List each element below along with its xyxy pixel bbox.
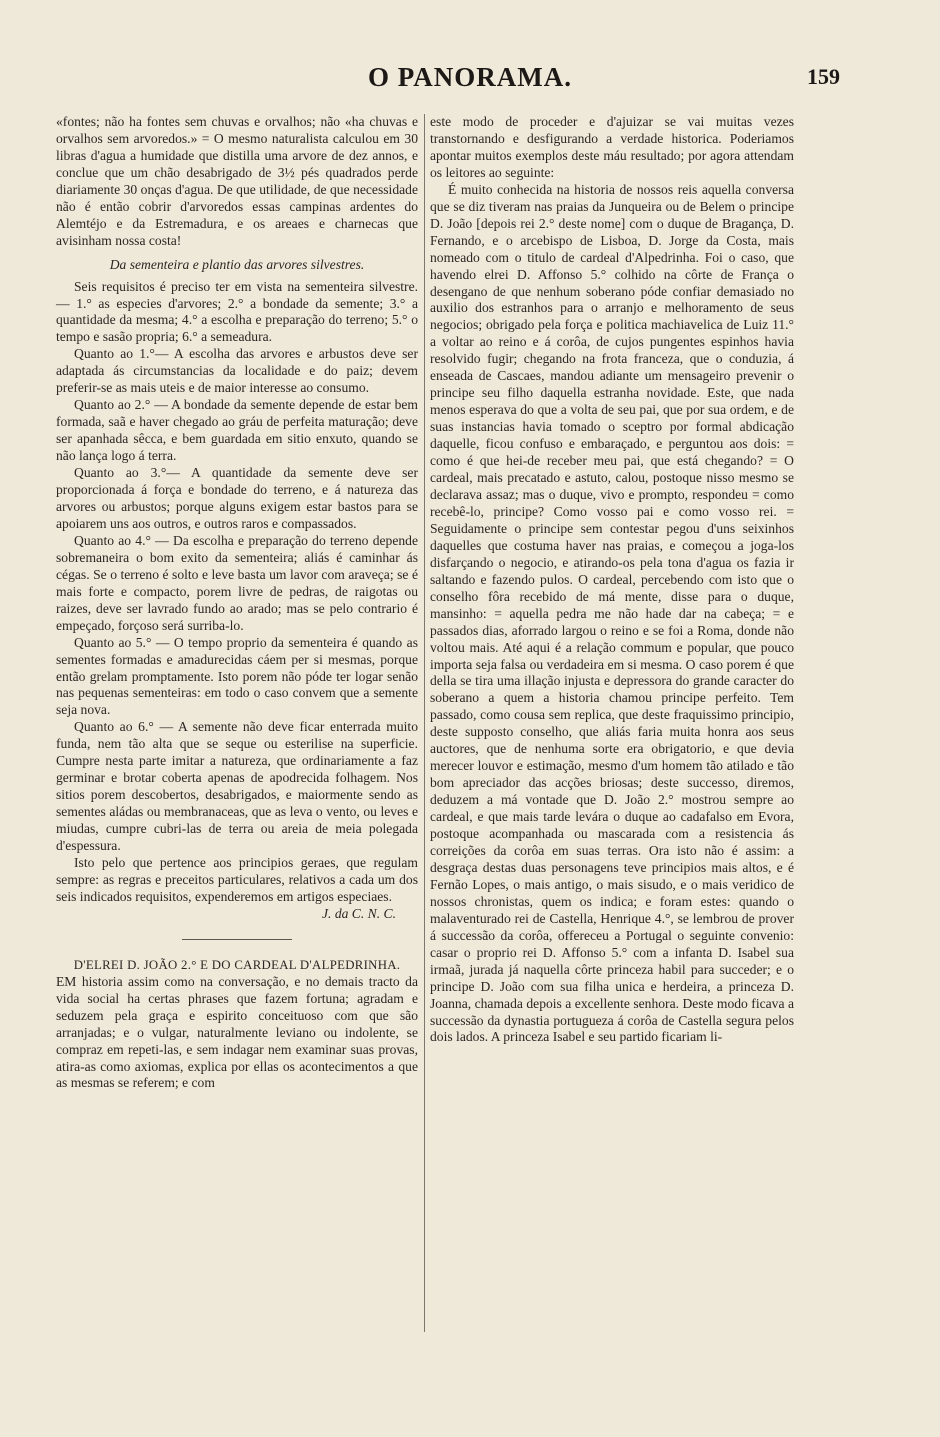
column-divider (424, 114, 425, 1332)
right-column (430, 114, 794, 1046)
paragraph: Seis requisitos é preciso ter em vista na sementeira silvestre. — 1.° as especies d'arvores; 2.° a bondade da semente; 3.° a quantidade da mesma; 4.° a escolha e preparação do terreno; 5.° o tempo e sasão propria; 6.° a semeadura. (56, 278, 418, 345)
paragraph: Quanto ao 1.°— A escolha das arvores e arbustos deve ser adaptada ás circumstancias da localidade e do paiz; devem preferir-se as mais uteis e de maior interesse ao consumo. (56, 346, 418, 396)
section-divider (182, 939, 292, 940)
paragraph: Quanto ao 2.° — A bondade da semente depende de estar bem formada, saã e haver chegado ao gráu de perfeita maturação; deve ser apanhada sêcca, e bem guardada em sitio enxuto, quando se não lança logo á terra. (56, 397, 418, 464)
left-column (56, 114, 418, 1092)
paragraph: este modo de proceder e d'ajuizar se vai muitas vezes transtornando e desfigurando a verdade historica. Poderiamos apontar muitos exemplos deste máu resultado; por agora attendam os leitores ao seguinte: (430, 114, 794, 180)
article-title: D'ELREI D. JOÃO 2.° E DO CARDEAL D'ALPEDRINHA. (73, 957, 401, 972)
paragraph: Quanto ao 6.° — A semente não deve ficar enterrada muito funda, nem tão alta que se seque ou esterilise na superficie. Cumpre nesta parte imitar a natureza, que ordinariamente a faz germinar e brotar coberta apenas de apodrecida folhagem. Nos sitios porem descobertos, desabrigados, e maiormente sendo as sementes aládas ou membranaceas, que as leva o vento, ou leves e miudas, cumpre cubri-las de terra ou areia de meia polegada d'espessura. (56, 719, 418, 854)
section-subheading: Da sementeira e plantio das arvores silvestres. (109, 256, 365, 272)
paragraph: Quanto ao 3.°— A quantidade da semente deve ser proporcionada á força e bondade do terreno, e á natureza das arvores ou arbustos; porque alguns exigem estar bastos para se apoiarem uns aos outros, e outros raros e compassados. (56, 465, 418, 531)
author-signature: J. da C. N. C. (321, 905, 396, 921)
paragraph: É muito conhecida na historia de nossos reis aquella conversa que se diz tiveram nas praias da Junqueira ou de Belem o principe D. João [depois rei 2.° deste nome] com o duque de Bragança, D. Fernando, e o arcebispo de Lisboa, D. Jorge da Costa, mais nomeado com o titulo de cardeal d'Alpedrinha. Foi o caso, que havendo elrei D. Affonso 5.° colhido na côrte de França o desengano de que nenhum soberano póde confiar demasiado no auxilio dos estranhos para o arranjo e melhoramento de seus negocios; obrigado pela força e politica machiavelica de Luiz 11.° a voltar ao reino e á corôa, de cujos pungentes espinhos havia resolvido fugir; chegando na frota franceza, que o conduzia, á enseada de Cascaes, mandou adiante um mensageiro prevenir o principe seu filho daquella estranha novidade. Este, que nada menos esperava do que a volta de seu pai, que por sua ordem, e de suas instancias havia tomado o sceptro por formal abdicação daquelle, ficou confuso e embaraçado, e perguntou aos dois: = como é que hei-de receber meu pai, que está chegando? = O cardeal, mais precatado e astuto, calou, postoque nisso mesmo se declarava assaz; mas o duque, vivo e prompto, respondeu = como recebê-lo, principe? Como vosso pai e como vosso rei. = Seguidamente o principe sem contestar pegou d'uns seixinhos daquelles que costuma haver nas praias, e começou a joga-los disfarçando o negocio, e atirando-os pela tona d'agua os fazia ir saltando e fazendo pulos. O cardeal, percebendo com isto que o conselho fôra recebido de má mente, disse para o duque, mansinho: = aquella pedra me não hade dar na cabeça; = e passados dias, aforrado largou o reino e se foi a Roma, donde não voltou mais. Até aqui é a relação commum e popular, que pouco importa seja falsa ou verdadeira em si mesma. O caso porem é que della se tira uma illação injusta e depressora do grande caracter do soberano a quem a historia chamou principe perfeito. Tem passado, como cousa sem replica, que deste fraquissimo principio, deste supposto conselho, que aliás faria muita honra aos seus auctores, que de nenhuma sorte era obrigatorio, e que devia merecer louvor e estimação, mesmo d'um homem tão atilado e tão bom apreciador das acções briosas; deste successo, diremos, deduzem a má vontade que D. João 2.° mostrou sempre ao cardeal, e que mais tarde levára o duque ao cadafalso em Evora, postoque acompanhada ou mascarada com a resistencia ás correições da corôa em suas terras. Ora isto não é assim: a desgraça destas duas personagens teve principios mais altos, e é Fernão Lopes, o mais antigo, o mais sisudo, e o mais veridico de nossos chronistas, quem os indica; e foram estes: quando o malaventurado rei de Castella, Henrique 4.°, se lembrou de prover á successão da corôa, offereceu a Portugal o seguinte convenio: casar o proprio rei D. Affonso 5.° com a infanta D. Isabel sua irmaã, jurada já naquella côrte princeza habil para succeder; e o principe D. João com sua filha unica e herdeira, a princeza D. Joanna, chamada depois a excellente senhora. Deste modo ficava a successão da dynastia portugueza á corôa de Castella segura pelos dois lados. A princeza Isabel e seu partido ficariam li- (430, 181, 794, 1045)
masthead (0, 58, 940, 102)
paragraph: Quanto ao 4.° — Da escolha e preparação do terreno depende sobremaneira o bom exito da sementeira; aliás é caminhar ás cégas. Se o terreno é solto e leve basta um lavor com araveça; se é mais forte e compacto, porem livre de pedras, de raigotas ou raizes, deve ser lavrado fundo ao arado; mas se pelo contrario é empeçado, forçoso será surriba-lo. (56, 532, 418, 633)
page-number: 159 (807, 64, 840, 89)
page-title: O PANORAMA. (368, 62, 572, 92)
paragraph: Quanto ao 5.° — O tempo proprio da sementeira é quando as sementes formadas e amadurecidas cáem per si mesmas, porque então grelam promptamente. Isto porem não póde ter logar senão nas pequenas sementeiras: em todo o caso convem que a semente seja nova. (56, 634, 418, 718)
paragraph: «fontes; não ha fontes sem chuvas e orvalhos; não «ha chuvas e orvalhos sem arvoredos.» = O mesmo naturalista calculou em 30 libras d'agua a humidade que distilla uma arvore de dez annos, e conclue que um chão desabrigado de 3½ pés quadrados perde diariamente 30 onças d'agua. De que utilidade, de que necessidade não é então cobrir d'arvoredos essas campinas ardentes do Alemtéjo e da Estremadura, e os areaes e charnecas que avisinham nossa costa! (56, 114, 418, 248)
paragraph: EM historia assim como na conversação, e no demais tracto da vida social ha certas phrases que fazem fortuna; agradam e seduzem pela graça e espirito conceituoso com que são arranjadas; e o vulgar, naturalmente leviano ou indolente, se compraz em repeti-las, e sem indagar nem examinar suas provas, atira-as como axiomas, explica por ellas os acontecimentos a que as mesmas se referem; e com (56, 973, 418, 1091)
paragraph: Isto pelo que pertence aos principios geraes, que regulam sempre: as regras e preceitos particulares, relativos a cada um dos seis indicados requisitos, expenderemos em artigos especiaes. (56, 854, 418, 904)
